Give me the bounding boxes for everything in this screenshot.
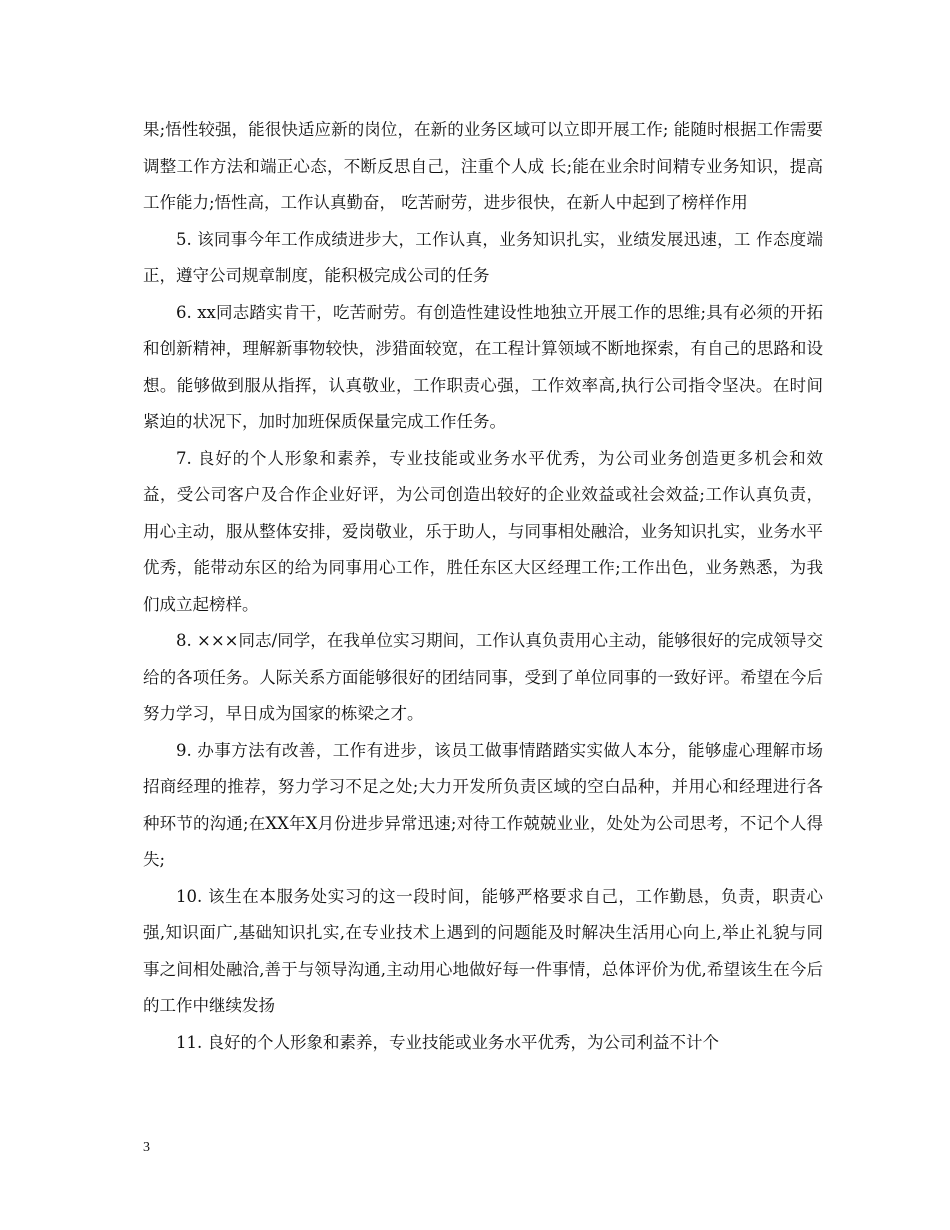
- paragraph: 9. 办事方法有改善，工作有进步，该员工做事情踏踏实实做人本分，能够虚心理解市场招商经理的推荐，努力学习不足之处;大力开发所负责区域的空白品种，并用心和经理进行各种环节的沟通;在XX年X月份进步异常迅速;对待工作兢兢业业，处处为公司思考，不记个人得失;: [143, 740, 823, 869]
- paragraph: 10. 该生在本服务处实习的这一段时间，能够严格要求自己，工作勤恳，负责，职责心强,知识面广,基础知识扎实,在专业技术上遇到的问题能及时解决生活用心向上,举止礼貌与同事之间相处融洽,善于与领导沟通,主动用心地做好每一件事情，总体评价为优,希望该生在今后的工作中继续发扬: [143, 886, 823, 1015]
- paragraph: 果;悟性较强，能很快适应新的岗位，在新的业务区域可以立即开展工作; 能随时根据工作需要调整工作方法和端正心态，不断反思自己，注重个人成 长;能在业余时间精专业务知识，提高工作能力;悟性高，工作认真勤奋， 吃苦耐劳，进步很快，在新人中起到了榜样作用: [143, 120, 823, 212]
- document-body: [143, 112, 823, 1061]
- paragraph: 11. 良好的个人形象和素养，专业技能或业务水平优秀，为公司利益不计个: [176, 1032, 719, 1052]
- paragraph: 8. ×××同志/同学，在我单位实习期间，工作认真负责用心主动，能够很好的完成领导交给的各项任务。人际关系方面能够很好的团结同事，受到了单位同事的一致好评。希望在今后努力学习，早日成为国家的栋梁之才。: [143, 631, 823, 723]
- paragraph: 5. 该同事今年工作成绩进步大，工作认真，业务知识扎实，业绩发展迅速，工 作态度端正，遵守公司规章制度，能积极完成公司的任务: [143, 229, 823, 285]
- page-number: 3: [143, 1140, 150, 1155]
- paragraph: 6. xx同志踏实肯干，吃苦耐劳。有创造性建设性地独立开展工作的思维;具有必须的开拓和创新精神，理解新事物较快，涉猎面较宽，在工程计算领域不断地探索，有自己的思路和设想。能够做到服从指挥，认真敬业，工作职责心强，工作效率高,执行公司指令坚决。在时间紧迫的状况下，加时加班保质保量完成工作任务。: [143, 302, 823, 431]
- paragraph: 7. 良好的个人形象和素养，专业技能或业务水平优秀，为公司业务创造更多机会和效益，受公司客户及合作企业好评，为公司创造出较好的企业效益或社会效益;工作认真负责，用心主动，服从整体安排，爱岗敬业，乐于助人，与同事相处融洽，业务知识扎实，业务水平优秀，能带动东区的给为同事用心工作，胜任东区大区经理工作;工作出色，业务熟悉，为我们成立起榜样。: [143, 448, 823, 614]
